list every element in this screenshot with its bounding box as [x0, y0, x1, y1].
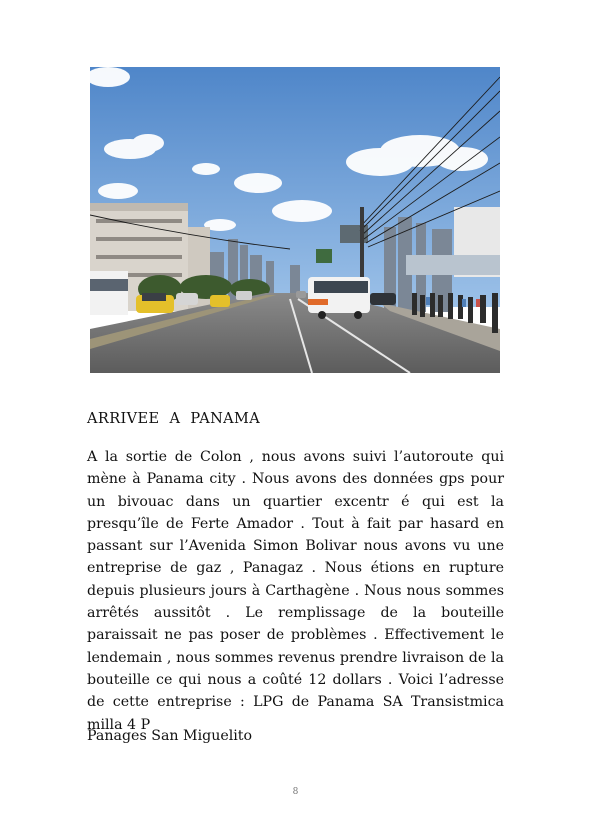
- bus-center: [308, 277, 370, 319]
- bus-left: [90, 271, 128, 315]
- street-photo: [90, 67, 500, 373]
- body-paragraph: A la sortie de Colon , nous avons suivi l’autoroute qui mène à Panama city . Nous avons des données gps pour un bivouac dans un quartier excentr é qui est la presqu’île de Ferte Amador . Tout à fait par hasard en passant sur l’Avenida Simon Bolivar nous avons vu une entreprise de gaz , Panagaz . Nous étions en rupture depuis plusieurs jours à Carthagène . Nous nous sommes arrêtés aussitôt . Le remplissage de la bouteille paraissait ne pas poser de problèmes . Effectivement le lendemain , nous sommes revenus prendre livraison de la bouteille ce qui nous a coûté 12 dollars . Voici l’adresse de cette entreprise : LPG de Panama SA Transistmica milla 4 P: [87, 449, 504, 733]
- section-heading: ARRIVEE A PANAMA: [87, 411, 261, 427]
- page-number: 8: [292, 787, 299, 797]
- street-photo-drawing: [90, 67, 500, 373]
- closing-line: Panages San Miguelito: [87, 728, 253, 744]
